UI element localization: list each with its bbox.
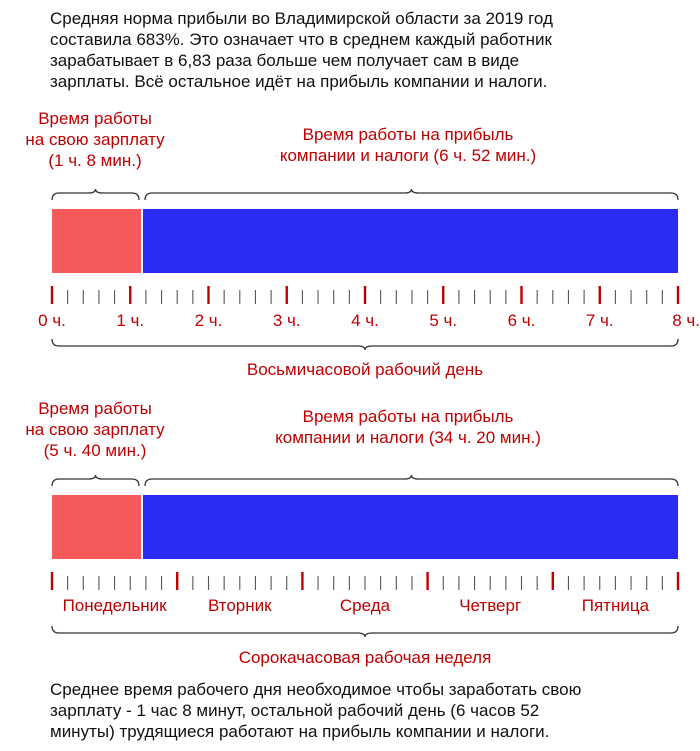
outro-line: Среднее время рабочего дня необходимое чтобы заработать свою bbox=[50, 680, 582, 699]
intro-line: составила 683%. Это означает что в среднем каждый работник bbox=[50, 30, 552, 49]
week-day-label: Понедельник bbox=[62, 596, 167, 615]
day-tick-label: 1 ч. bbox=[116, 311, 145, 330]
day-tick-label: 7 ч. bbox=[585, 311, 614, 330]
day-tick-label: 3 ч. bbox=[272, 311, 301, 330]
day-tick-label: 4 ч. bbox=[351, 311, 379, 330]
intro-line: зарабатывает в 6,83 раза больше чем получает сам в виде bbox=[50, 51, 520, 70]
week-wage-label: Время работы на свою зарплату (5 ч. 40 мин.) bbox=[25, 399, 165, 460]
week-total-brace bbox=[52, 626, 678, 637]
week-day-label: Вторник bbox=[207, 596, 272, 615]
day-wage-brace bbox=[52, 189, 139, 200]
week-profit-brace bbox=[145, 475, 678, 486]
outro-line: минуты) трудящиеся работают на прибыль компании и налоги. bbox=[50, 722, 550, 741]
day-caption: Восьмичасовой рабочий день bbox=[246, 360, 484, 379]
week-caption: Сорокачасовая рабочая неделя bbox=[238, 648, 492, 667]
day-tick-label: 2 ч. bbox=[194, 311, 223, 330]
week-profit-label: Время работы на прибыль компании и налоги (34 ч. 20 мин.) bbox=[275, 407, 541, 447]
day-profit-label: Время работы на прибыль компании и налоги (6 ч. 52 мин.) bbox=[279, 125, 537, 165]
day-tick-label: 8 ч. bbox=[672, 311, 700, 330]
outro-text bbox=[50, 679, 581, 742]
week-day-label: Среда bbox=[339, 596, 391, 615]
week-day-label: Четверг bbox=[459, 596, 522, 615]
day-total-brace bbox=[52, 339, 678, 350]
intro-line: зарплаты. Всё остальное идёт на прибыль компании и налоги. bbox=[50, 72, 548, 91]
day-tick-label: 5 ч. bbox=[429, 311, 458, 330]
day-profit-brace bbox=[145, 189, 678, 200]
week-wage-brace bbox=[52, 475, 139, 486]
day-tick-label: 6 ч. bbox=[507, 311, 536, 330]
week-day-label: Пятница bbox=[581, 596, 650, 615]
intro-line: Средняя норма прибыли во Владимирской области за 2019 год bbox=[50, 9, 553, 28]
day-wage-label: Время работы на свою зарплату (1 ч. 8 мин.) bbox=[25, 109, 165, 170]
outro-line: зарплату - 1 час 8 минут, остальной рабочий день (6 часов 52 bbox=[50, 701, 540, 720]
day-tick-label: 0 ч. bbox=[38, 311, 66, 330]
